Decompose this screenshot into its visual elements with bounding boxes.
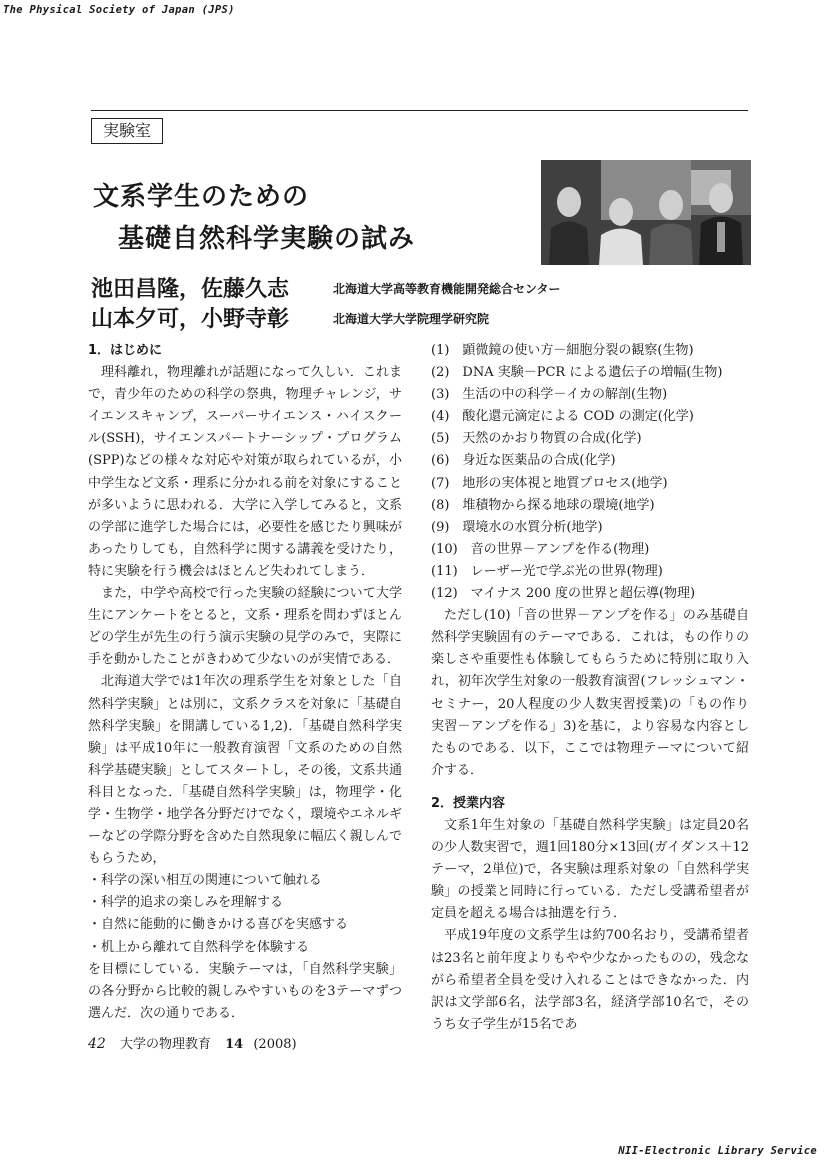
paragraph: また，中学や高校で行った実験の経験について大学生にアンケートをとると，文系・理系を問わずほとんどの学生が先生の行う演示実験の見学のみで，実際に手を動かしたことがきわめて少ないのが実情である．	[88, 586, 402, 668]
paragraph: を目標にしている．実験テーマは，「自然科学実験」の各分野から比較的親しみやすいものを3テーマずつ選んだ．次の通りである．	[88, 961, 402, 1021]
goal-list	[88, 870, 402, 958]
theme-item: (4) 酸化還元滴定による COD の測定(化学)	[431, 409, 694, 425]
theme-item: (3) 生活の中の科学－イカの解剖(生物)	[431, 387, 668, 403]
page-number: 42	[88, 1036, 106, 1052]
theme-item: (6) 身近な医薬品の合成(化学)	[431, 453, 616, 469]
theme-item: (1) 顕微鏡の使い方－細胞分裂の観察(生物)	[431, 343, 694, 358]
theme-item: (12) マイナス 200 度の世界と超伝導(物理)	[431, 586, 696, 602]
year: (2008)	[253, 1037, 297, 1052]
authors-line-2: 山本夕可，小野寺彰	[91, 306, 290, 332]
publisher-header: The Physical Society of Japan (JPS)	[3, 4, 235, 16]
paragraph: 文系1年生対象の「基礎自然科学実験」は定員20名の少人数実習で，週1回180分×13回(ガイダンス＋12テーマ，2単位)で，各実験は理系対象の「自然科学実験」の授業と同時に行っている．ただし受講希望者が定員を超える場合は抽選を行う．	[431, 817, 749, 922]
authors-line-1: 池田昌隆，佐藤久志	[91, 276, 290, 302]
goal-item: ・科学の深い相互の関連について触れる	[88, 873, 322, 889]
section-tag: 実験室	[91, 118, 163, 144]
page-footer	[88, 1033, 297, 1052]
author-photo-image	[541, 160, 751, 265]
author-photo	[541, 160, 751, 265]
theme-item: (11) レーザー光で学ぶ光の世界(物理)	[431, 563, 663, 579]
top-rule	[91, 110, 748, 111]
section-2-heading: 2．授業内容	[431, 795, 506, 811]
left-column	[88, 340, 402, 1025]
goal-item: ・自然に能動的に働きかける喜びを実感する	[88, 917, 349, 933]
affiliation-1: 北海道大学高等教育機能開発総合センター	[333, 282, 561, 296]
paragraph: 理科離れ，物理離れが話題になって久しい．これまで，青少年のための科学の祭典，物理チャレンジ，サイエンスキャンプ，スーパーサイエンス・ハイスクール(SSH)，サイエンスパートナーシップ・プログラム(SPP)などの様々な対応や対策が取られているが，小中学生など文系・理系に分かれる前を対象にすることが多いように思われる．大学に入学してみると，文系の学部に進学した場合には，必要性を感じたり興味があったりしても，自然科学に関する講義を受けたり，特に実験を行う機会はほとんど失われてしまう．	[88, 365, 402, 579]
section-1-heading: 1．はじめに	[88, 343, 163, 358]
goal-item: ・科学的追求の楽しみを理解する	[88, 895, 284, 911]
title-line-1: 文系学生のための	[93, 182, 310, 212]
theme-item: (10) 音の世界－アンプを作る(物理)	[431, 541, 650, 557]
library-footer: NII-Electronic Library Service	[618, 1145, 817, 1157]
journal-name: 大学の物理教育	[119, 1037, 211, 1052]
paragraph: 北海道大学では1年次の理系学生を対象とした「自然科学実験」とは別に，文系クラスを対象に「基礎自然科学実験」を開講している1,2)．「基礎自然科学実験」は平成10年に一般教育演習「文系のための自然科学基礎実験」としてスタートし，その後，文系共通科目となった．「基礎自然科学実験」は，物理学・化学・生物学・地学各分野だけでなく，環境やエネルギーなどの学際分野を含めた自然現象に幅広く親しんでもらうため，	[88, 674, 402, 867]
volume-number: 14	[225, 1037, 244, 1052]
goal-item: ・机上から離れて自然科学を体験する	[88, 939, 310, 955]
theme-item: (8) 堆積物から探る地球の環境(地学)	[431, 497, 655, 513]
right-column	[431, 340, 749, 1036]
theme-item: (7) 地形の実体視と地質プロセス(地学)	[431, 475, 668, 491]
paragraph: ただし(10)「音の世界－アンプを作る」のみ基礎自然科学実験固有のテーマである．これは，もの作りの楽しさや重要性も体験してもらうために特別に取り入れ，初年次学生対象の一般教育演習(フレッシュマン・セミナー，20人程度の少人数実習授業)の「もの作り実習－アンプを作る」3)を基に，より容易な内容としたものである．以下，ここでは物理テーマについて紹介する．	[431, 608, 749, 778]
theme-item: (2) DNA 実験－PCR による遺伝子の増幅(生物)	[431, 365, 723, 381]
title-line-2: 基礎自然科学実験の試み	[118, 224, 416, 254]
affiliation-2: 北海道大学大学院理学研究院	[333, 312, 490, 326]
paragraph: 平成19年度の文系学生は約700名おり，受講希望者は23名と前年度よりもやや少なかったものの，残念ながら希望者全員を受け入れることはできなかった．内訳は文学部6名，法学部3名，経済学部10名で，そのうち女子学生が15名であ	[431, 928, 749, 1032]
theme-list	[431, 340, 749, 605]
theme-item: (9) 環境水の水質分析(地学)	[431, 519, 603, 535]
theme-item: (5) 天然のかおり物質の合成(化学)	[431, 431, 642, 447]
